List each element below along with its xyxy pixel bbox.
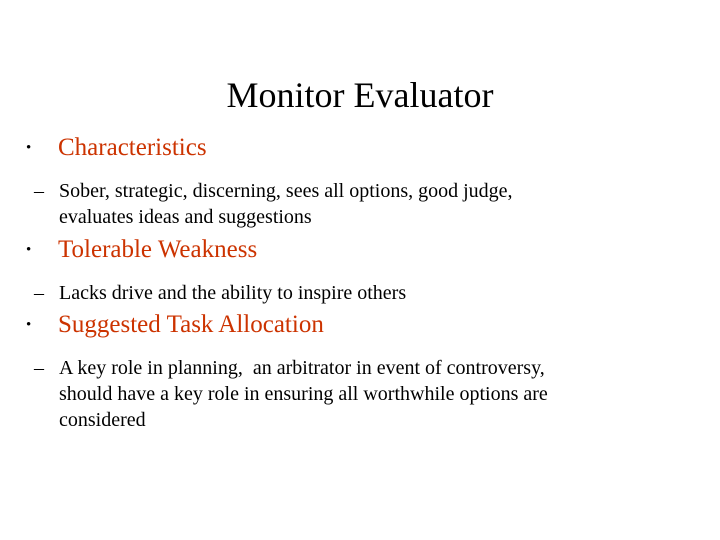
bullet-head <box>26 133 706 166</box>
bullet-icon: • <box>26 140 32 156</box>
text-line: should have a key role in ensuring all worthwhile options are <box>59 383 548 405</box>
sub-bullet-text: Lacks drive and the ability to inspire others <box>59 282 407 304</box>
bullet-head <box>26 310 706 343</box>
text-line: Sober, strategic, discerning, sees all options, good judge, <box>59 180 513 202</box>
sub-bullet <box>26 178 706 230</box>
bullet-characteristics <box>26 133 706 230</box>
slide-title: Monitor Evaluator <box>226 75 494 115</box>
text-line: considered <box>59 409 146 431</box>
text-line: evaluates ideas and suggestions <box>59 206 312 228</box>
sub-bullet-text <box>59 355 706 433</box>
sub-bullet <box>26 280 706 306</box>
sub-bullet-text <box>59 178 706 230</box>
bullet-icon: • <box>26 242 32 258</box>
bullet-tolerable-weakness <box>26 235 706 306</box>
bullet-heading: Suggested Task Allocation <box>58 311 324 338</box>
bullet-head <box>26 235 706 268</box>
dash-icon: – <box>34 180 44 202</box>
dash-icon: – <box>34 357 44 379</box>
text-line: A key role in planning, an arbitrator in event of controversy, <box>59 357 545 379</box>
bullet-heading: Characteristics <box>58 134 207 161</box>
bullet-icon: • <box>26 317 32 333</box>
bullet-suggested-task-allocation <box>26 310 706 433</box>
bullet-heading: Tolerable Weakness <box>58 236 258 263</box>
sub-bullet <box>26 355 706 433</box>
dash-icon: – <box>34 282 44 304</box>
